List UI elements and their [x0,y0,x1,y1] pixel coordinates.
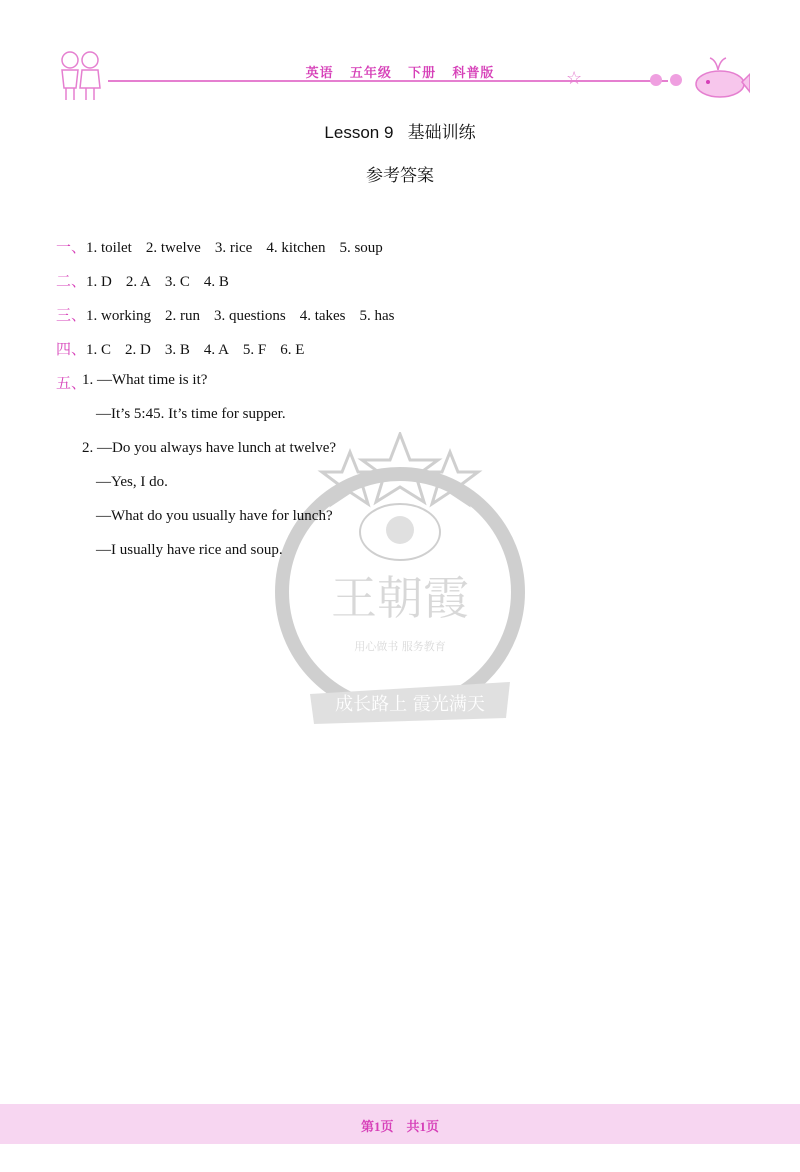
answer-item: 2. twelve [145,240,201,256]
section-number: 一、 [56,238,87,256]
dot-icon [650,74,662,86]
answer-item: 4. takes [299,308,346,324]
whale-illustration-icon [690,56,750,100]
watermark-logo [270,432,530,742]
answer-item: 4. A [203,342,229,358]
star-icon: ☆ [566,68,583,88]
answer-row [56,236,397,257]
answer-item: 4. B [203,274,229,290]
dialogue-line: 1. —What time is it? [82,372,208,388]
header-edition: 科普版 [452,65,495,80]
page-number: 第1页 共1页 [360,1119,439,1134]
dialogue-line: —I usually have rice and soup. [96,542,283,558]
section-number: 五、 [56,374,87,392]
answer-item: 1. working [86,308,152,324]
page-header [0,0,800,110]
header-volume: 下册 [408,65,437,80]
answer-item: 5. has [359,308,395,324]
answer-item: 3. C [164,274,190,290]
answer-item: 2. A [125,274,151,290]
answer-item: 3. B [164,342,190,358]
dialogue-line: 2. —Do you always have lunch at twelve? [82,440,337,456]
header-subject: 英语 [305,65,334,80]
answer-item: 2. run [165,308,201,324]
answer-item: 1. D [86,274,112,290]
section-number: 四、 [56,340,87,358]
answer-item: 5. F [242,342,267,358]
page-subtitle: 参考答案 [366,166,434,186]
section-number: 二、 [56,272,87,290]
dialogue-line: —It’s 5:45. It’s time for supper. [96,406,286,422]
answer-item: 6. E [280,342,305,358]
answer-row [56,304,409,325]
watermark-brand: 王朝霞 [331,571,469,625]
watermark-banner: 成长路上 霞光满天 [335,694,485,715]
answer-item: 5. soup [339,240,383,256]
page-footer [0,1104,800,1144]
answer-item: 1. C [86,342,112,358]
dialogue-line: —What do you usually have for lunch? [96,508,333,524]
answer-item: 4. kitchen [266,240,326,256]
answer-item: 1. toilet [86,240,132,256]
watermark-slogan: 用心做书 服务教育 [354,640,446,653]
answer-row [56,270,243,291]
answer-item: 2. D [125,342,151,358]
dialogue-line: —Yes, I do. [96,474,168,490]
answer-item: 3. questions [214,308,286,324]
dot-icon [670,74,682,86]
answer-item: 3. rice [214,240,253,256]
page-title: Lesson 9 基础训练 [324,123,476,142]
answer-row [56,338,318,359]
section-number: 三、 [56,306,87,324]
header-grade: 五年级 [349,65,392,80]
